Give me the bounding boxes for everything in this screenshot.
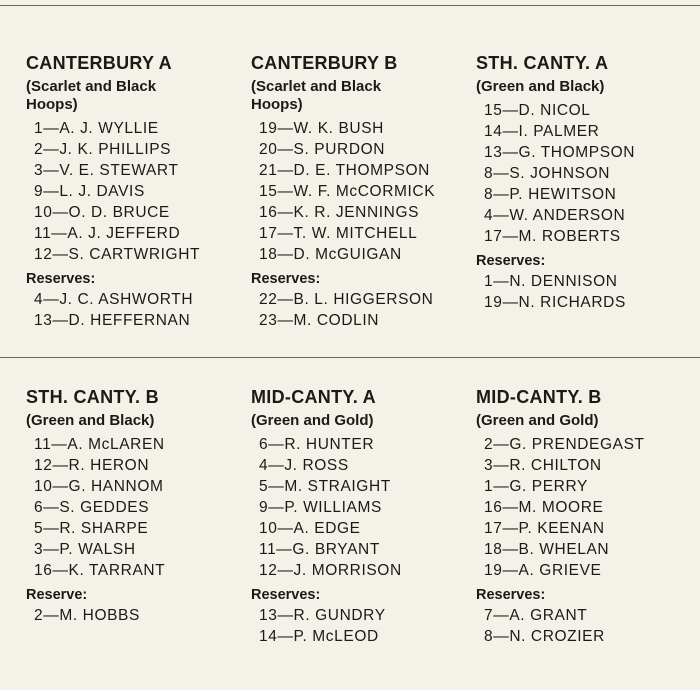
player: 19—A. GRIEVE: [484, 562, 602, 579]
reserve-list: [484, 271, 696, 313]
player-list: [484, 100, 696, 247]
team-colours: (Scarlet and Black Hoops): [26, 78, 157, 113]
player: 5—R. SHARPE: [34, 520, 149, 537]
reserves-label: Reserve:: [26, 587, 88, 603]
team-mid-canty-a: [251, 386, 471, 647]
team-name: STH. CANTY. B: [26, 387, 159, 407]
team-colours: (Green and Black): [476, 78, 605, 95]
reserves-label: Reserves:: [26, 271, 96, 287]
player: 20—S. PURDON: [259, 141, 386, 158]
player: 21—D. E. THOMPSON: [259, 162, 430, 179]
reserve-list: [259, 605, 471, 647]
reserve-list: [484, 605, 696, 647]
reserve-player: 14—P. McLEOD: [259, 628, 379, 645]
player: 3—P. WALSH: [34, 541, 136, 558]
player: 3—V. E. STEWART: [34, 162, 179, 179]
player-list: [259, 434, 471, 581]
player: 6—R. HUNTER: [259, 436, 375, 453]
reserve-list: [259, 289, 471, 331]
team-canterbury-b: [251, 52, 471, 331]
team-name: CANTERBURY B: [251, 53, 398, 73]
team-sth-canty-b: [26, 386, 246, 626]
reserve-player: 13—D. HEFFERNAN: [34, 312, 191, 329]
player: 1—G. PERRY: [484, 478, 588, 495]
team-name: STH. CANTY. A: [476, 53, 609, 73]
player: 11—A. J. JEFFERD: [34, 225, 181, 242]
player: 6—S. GEDDES: [34, 499, 150, 516]
reserve-player: 4—J. C. ASHWORTH: [34, 291, 194, 308]
reserve-list: [34, 605, 246, 626]
reserve-player: 1—N. DENNISON: [484, 273, 618, 290]
player: 18—B. WHELAN: [484, 541, 610, 558]
player: 16—K. TARRANT: [34, 562, 166, 579]
player-list: [34, 118, 246, 265]
player: 11—A. McLAREN: [34, 436, 165, 453]
player: 5—M. STRAIGHT: [259, 478, 391, 495]
player: 12—R. HERON: [34, 457, 150, 474]
player: 10—G. HANNOM: [34, 478, 164, 495]
team-colours: (Green and Gold): [476, 412, 599, 429]
player: 15—W. F. McCORMICK: [259, 183, 436, 200]
team-mid-canty-b: [476, 386, 696, 647]
player: 10—A. EDGE: [259, 520, 361, 537]
team-name: CANTERBURY A: [26, 53, 172, 73]
player: 12—S. CARTWRIGHT: [34, 246, 201, 263]
player: 17—M. ROBERTS: [484, 228, 621, 245]
top-divider: [0, 5, 700, 6]
player: 8—P. HEWITSON: [484, 186, 617, 203]
player: 19—W. K. BUSH: [259, 120, 384, 137]
team-sth-canty-a: [476, 52, 696, 313]
player: 11—G. BRYANT: [259, 541, 380, 558]
player: 15—D. NICOL: [484, 102, 591, 119]
player: 2—J. K. PHILLIPS: [34, 141, 172, 158]
player: 18—D. McGUIGAN: [259, 246, 402, 263]
player-list: [259, 118, 471, 265]
team-colours: (Green and Gold): [251, 412, 374, 429]
player: 14—I. PALMER: [484, 123, 600, 140]
reserve-list: [34, 289, 246, 331]
player: 3—R. CHILTON: [484, 457, 602, 474]
player: 17—P. KEENAN: [484, 520, 605, 537]
reserve-player: 19—N. RICHARDS: [484, 294, 626, 311]
team-name: MID-CANTY. A: [251, 387, 376, 407]
player: 16—M. MOORE: [484, 499, 604, 516]
player-list: [34, 434, 246, 581]
reserve-player: 7—A. GRANT: [484, 607, 588, 624]
reserve-player: 13—R. GUNDRY: [259, 607, 386, 624]
team-colours: (Green and Black): [26, 412, 155, 429]
player: 16—K. R. JENNINGS: [259, 204, 420, 221]
player: 9—P. WILLIAMS: [259, 499, 382, 516]
team-canterbury-a: [26, 52, 246, 331]
reserve-player: 2—M. HOBBS: [34, 607, 140, 624]
reserves-label: Reserves:: [251, 271, 321, 287]
team-name: MID-CANTY. B: [476, 387, 602, 407]
reserve-player: 22—B. L. HIGGERSON: [259, 291, 434, 308]
team-colours: (Scarlet and Black Hoops): [251, 78, 382, 113]
player: 13—G. THOMPSON: [484, 144, 636, 161]
player: 2—G. PRENDEGAST: [484, 436, 645, 453]
player: 4—W. ANDERSON: [484, 207, 626, 224]
player: 8—S. JOHNSON: [484, 165, 611, 182]
player-list: [484, 434, 696, 581]
reserves-label: Reserves:: [251, 587, 321, 603]
player: 1—A. J. WYLLIE: [34, 120, 159, 137]
reserves-label: Reserves:: [476, 253, 546, 269]
player: 4—J. ROSS: [259, 457, 349, 474]
player: 12—J. MORRISON: [259, 562, 402, 579]
reserve-player: 23—M. CODLIN: [259, 312, 380, 329]
player: 17—T. W. MITCHELL: [259, 225, 418, 242]
reserves-label: Reserves:: [476, 587, 546, 603]
player: 10—O. D. BRUCE: [34, 204, 170, 221]
reserve-player: 8—N. CROZIER: [484, 628, 605, 645]
player: 9—L. J. DAVIS: [34, 183, 145, 200]
middle-divider: [0, 357, 700, 358]
